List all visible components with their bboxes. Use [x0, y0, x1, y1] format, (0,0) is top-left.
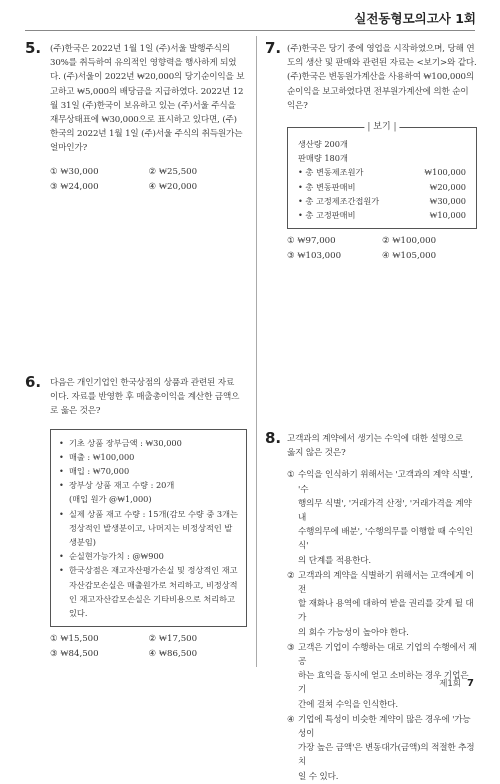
text-line: 의 단계를 적용한다.	[298, 555, 371, 566]
option-4[interactable]	[287, 713, 477, 784]
text-line: 익은?	[287, 100, 308, 111]
box-item	[59, 436, 238, 450]
bullet: •	[59, 480, 64, 491]
header-divider	[25, 30, 475, 31]
option-1[interactable]	[287, 468, 477, 567]
page-header-title: 실전동형모의고사 1회	[354, 11, 476, 26]
bullet: •	[59, 565, 64, 576]
answer-options	[287, 468, 477, 783]
option-2[interactable]	[287, 569, 477, 640]
cost-value: ₩10,000	[429, 210, 466, 221]
question-number: 6.	[25, 373, 42, 391]
question-text	[50, 376, 247, 419]
text-line: 로 옳은 것은?	[50, 406, 101, 417]
example-box	[287, 122, 477, 229]
text-line: 일 수 있다.	[298, 771, 339, 782]
text-line: 기초 상품 장부금액 : ₩30,000	[69, 437, 182, 448]
cost-value: ₩30,000	[429, 195, 466, 206]
question-7	[265, 39, 477, 264]
text-line: 월 31일 (주)한국이 보유하고 있는 (주)서울 주식을	[50, 100, 236, 111]
answer-choices	[50, 165, 247, 195]
question-text	[50, 42, 247, 156]
text-line: 있다.	[69, 608, 88, 619]
cost-row	[298, 208, 466, 222]
cost-label: • 총 변동제조원가	[298, 167, 364, 178]
round-label: 제1회	[439, 679, 462, 689]
text-line: 수익을 인식하기 위해서는 '고객과의 계약 식별', '수	[298, 470, 473, 495]
box-title: | 보기 |	[364, 120, 399, 134]
bullet: •	[59, 551, 64, 562]
text-line: 장부상 상품 재고 수량 : 20개	[69, 480, 175, 491]
text-line: 수행의무에 배분', '수행의무를 이행할 때 수익인식'	[298, 527, 473, 552]
text-line: 한국의 2022년 1월 1일 (주)서울 주식의 취득원가는	[50, 129, 243, 140]
choice-2[interactable]: ② ₩25,500	[148, 166, 198, 177]
text-line: (주)한국은 2022년 1월 1일 (주)서울 발행주식의	[50, 44, 230, 54]
text-line: 기업에 특성이 비슷한 계약이 많은 경우에 '가능성이	[298, 714, 471, 740]
text-line: 고객과의 계약에서 생기는 수익에 대한 설명으로	[287, 434, 463, 444]
text-line: 판매량 180개	[298, 153, 348, 164]
box-item	[59, 464, 238, 478]
text-line: (매입 원가 @₩1,000)	[69, 494, 152, 505]
text-line: (주)한국은 당기 중에 영업을 시작하였으며, 당해 연	[287, 44, 475, 54]
choice-1[interactable]: ① ₩30,000	[50, 166, 99, 177]
cost-label: • 총 변동판매비	[298, 181, 356, 192]
text-line: 실제 상품 재고 수량 : 15개(감모 수량 중 3개는	[69, 508, 238, 519]
cost-row	[298, 165, 466, 179]
page-footer	[439, 677, 474, 689]
question-number: 7.	[265, 39, 282, 57]
cost-value: ₩20,000	[429, 181, 466, 192]
data-box	[50, 429, 247, 628]
bullet: •	[59, 437, 64, 448]
option-number: ④	[287, 714, 295, 725]
choice-2[interactable]: ② ₩17,500	[148, 634, 198, 645]
column-divider	[256, 36, 257, 667]
question-6	[25, 373, 247, 662]
text-line: (주)한국은 변동원가계산을 사용하여 ₩100,000의	[287, 72, 475, 83]
text-line: 고객과의 계약을 식별하기 위해서는 고객에게 이전	[298, 570, 474, 596]
option-number: ①	[287, 470, 295, 481]
cost-row	[298, 180, 466, 194]
text-line: 고하고 ₩5,000의 배당금을 지급하였다. 2022년 12	[50, 86, 244, 97]
box-item	[59, 450, 238, 464]
box-item	[59, 549, 238, 563]
text-line: 다음은 개인기업인 한국상점의 상품과 관련된 자료	[50, 378, 235, 388]
text-line: 순이익을 보고하였다면 전부원가계산에 의한 순이	[287, 86, 469, 97]
choice-4[interactable]: ④ ₩105,000	[382, 251, 437, 262]
text-line: 생분임)	[69, 537, 96, 548]
text-line: 다. (주)서울이 2022년 ₩20,000의 당기순이익을 보	[50, 72, 245, 83]
text-line: 정상적인 발생분이고, 나머지는 비정상적인 발	[69, 522, 233, 533]
text-line: 도의 생산 및 판매와 관련된 자료는 <보기>와 같다.	[287, 58, 477, 69]
text-line: 생산량 200개	[298, 139, 348, 150]
cost-row	[298, 194, 466, 208]
choice-3[interactable]: ③ ₩24,000	[50, 181, 99, 192]
text-line: 인 재고자산감모손실은 기타비용으로 처리하고	[69, 593, 235, 604]
text-line: 고객은 기업이 수행하는 대로 기업의 수행에서 제공	[298, 642, 477, 668]
cost-label: • 총 고정판매비	[298, 210, 356, 221]
box-item	[59, 478, 238, 506]
choice-4[interactable]: ④ ₩20,000	[148, 181, 198, 192]
option-number: ②	[287, 570, 295, 581]
text-line: 한국상점은 재고자산평가손실 및 정상적인 재고	[69, 565, 238, 576]
question-text	[287, 432, 477, 460]
text-line: 옳지 않은 것은?	[287, 448, 346, 459]
text-line: 매출 : ₩100,000	[69, 451, 135, 462]
cost-label: • 총 고정제조간접원가	[298, 195, 380, 206]
choice-1[interactable]: ① ₩97,000	[287, 236, 336, 247]
option-number: ③	[287, 642, 295, 653]
text-line: 이다. 자료를 반영한 후 매출총이익을 계산한 금액으	[50, 392, 240, 403]
bullet: •	[59, 451, 64, 462]
choice-3[interactable]: ③ ₩84,500	[50, 649, 99, 660]
text-line: 자산감모손실은 매출원가로 처리하고, 비정상적	[69, 579, 238, 590]
question-text	[287, 42, 477, 113]
text-line: 간에 걸쳐 수익을 인식한다.	[298, 699, 398, 710]
cost-value: ₩100,000	[424, 167, 466, 178]
box-item	[59, 563, 238, 620]
answer-choices	[50, 632, 247, 662]
text-line: 가장 높은 금액'은 변동대가(금액)의 적절한 추정치	[298, 743, 475, 768]
text-line: 얼마인가?	[50, 143, 88, 154]
text-line: 의 회수 가능성이 높아야 한다.	[298, 627, 409, 638]
question-8	[265, 429, 477, 784]
choice-2[interactable]: ② ₩100,000	[382, 236, 437, 247]
text-line: 할 재화나 용역에 대하여 받을 권리를 갖게 될 대가	[298, 599, 474, 624]
question-number: 5.	[25, 39, 42, 57]
text-line: 순실현가능가치 : @₩900	[69, 551, 164, 562]
question-number: 8.	[265, 429, 282, 447]
choice-1[interactable]: ① ₩15,500	[50, 634, 99, 645]
text-line: 매입 : ₩70,000	[69, 466, 130, 477]
text-line: 재무상태표에 ₩30,000으로 표시하고 있다면, (주)	[50, 115, 237, 126]
bullet: •	[59, 466, 64, 477]
choice-3[interactable]: ③ ₩103,000	[287, 251, 342, 262]
page-number: 7	[467, 678, 474, 689]
question-5	[25, 39, 247, 195]
text-line: 행의무 식별', '거래가격 산정', '거래가격을 계약 내	[298, 498, 472, 524]
text-line: 30%를 취득하여 유의적인 영향력을 행사하게 되었	[50, 58, 237, 69]
answer-choices	[287, 234, 477, 264]
box-item	[59, 507, 238, 550]
bullet: •	[59, 508, 64, 519]
choice-4[interactable]: ④ ₩86,500	[148, 649, 198, 660]
text-line: 하는 효익을 동시에 얻고 소비하는 경우 기업은 기	[298, 671, 469, 696]
